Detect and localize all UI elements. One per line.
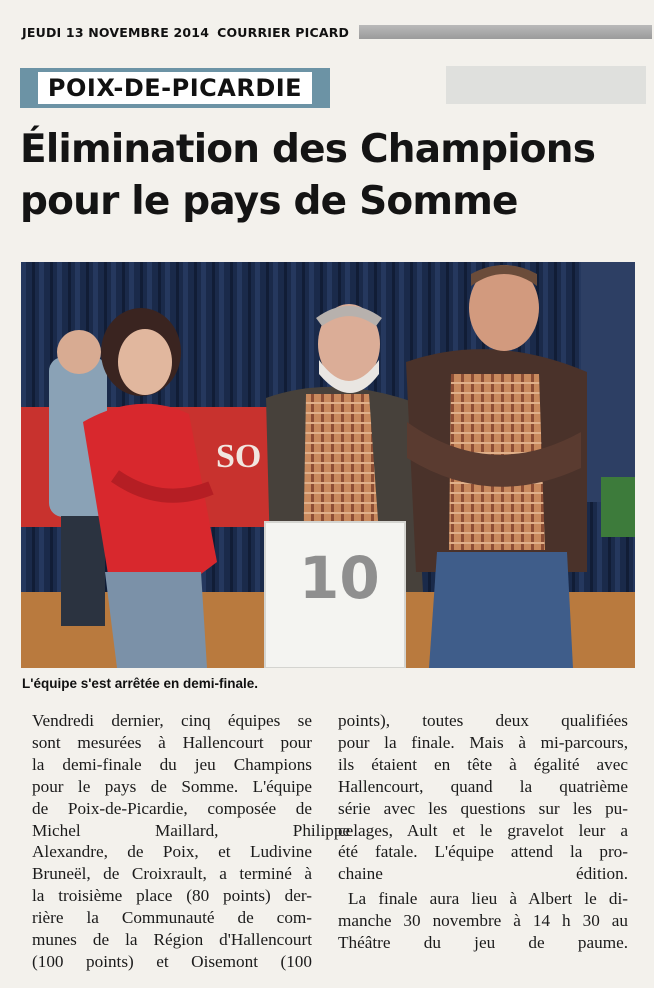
- article-paragraph: [22, 710, 351, 973]
- headline-line: Élimination des Champions: [20, 127, 596, 172]
- text-line: (100 points) et Oisemont (100: [32, 951, 312, 971]
- section-label: [20, 68, 330, 108]
- photo-illustration: [21, 262, 635, 668]
- text-line: Vendredi dernier, cinq équipes se: [32, 711, 312, 730]
- section-label-text: POIX-DE-PICARDIE: [38, 72, 312, 104]
- text-line: rière la Communauté de com-: [32, 908, 312, 928]
- text-line: la troisième place (80 points) der-: [32, 886, 312, 906]
- headline: [20, 124, 640, 228]
- header-rule: [359, 25, 652, 39]
- text-line: Hallencourt, quand la quatrième: [338, 776, 628, 796]
- banner-text: SO: [216, 438, 262, 475]
- text-line: Bruneël, de Croixrault, a terminé à: [32, 864, 312, 884]
- newspaper-header: [22, 22, 652, 42]
- text-line: La finale aura lieu à Albert le di-: [348, 889, 628, 909]
- text-line: manche 30 novembre à 14 h 30 au: [338, 911, 628, 931]
- photo-caption: L'équipe s'est arrêtée en demi-finale.: [22, 676, 258, 691]
- text-line: celages, Ault et le gravelot leur a: [338, 820, 628, 840]
- article-paragraph: [338, 888, 628, 954]
- text-line: été fatale. L'équipe attend la pro-: [338, 842, 628, 862]
- text-line: chaine édition.: [338, 864, 628, 884]
- text-line: points), toutes deux qualifiées: [338, 711, 628, 730]
- issue-date: JEUDI 13 NOVEMBRE 2014: [22, 24, 210, 40]
- article-column-right: [338, 710, 628, 954]
- stage-side-curtain: [581, 262, 635, 502]
- text-line: de Poix-de-Picardie, composée de: [32, 798, 312, 818]
- article-paragraph: [338, 710, 628, 885]
- bleed-label-block: [446, 66, 646, 104]
- text-line: série avec les questions sur les pu-: [338, 798, 628, 818]
- text-line: Théâtre du jeu de paume.: [338, 933, 628, 953]
- headline-line: pour le pays de Somme: [20, 179, 518, 224]
- text-line: la demi-finale du jeu Champions: [32, 754, 312, 774]
- article-column-left: [22, 710, 351, 973]
- text-line: pour la finale. Mais à mi-parcours,: [338, 732, 628, 752]
- text-line: Alexandre, de Poix, et Ludivine: [32, 842, 312, 862]
- score-board-number: 10: [299, 544, 380, 612]
- text-line: munes de la Région d'Hallencourt: [32, 930, 312, 950]
- text-line: ils étaient en tête à égalité avec: [338, 754, 628, 774]
- text-line: sont mesurées à Hallencourt pour: [32, 732, 312, 752]
- text-line: Michel Maillard, Philippe: [32, 820, 351, 840]
- newspaper-name: COURRIER PICARD: [217, 24, 350, 40]
- score-board: [265, 522, 405, 668]
- article-photo: [21, 262, 635, 668]
- green-panel: [601, 477, 635, 537]
- text-line: pour le pays de Somme. L'équipe: [32, 776, 312, 796]
